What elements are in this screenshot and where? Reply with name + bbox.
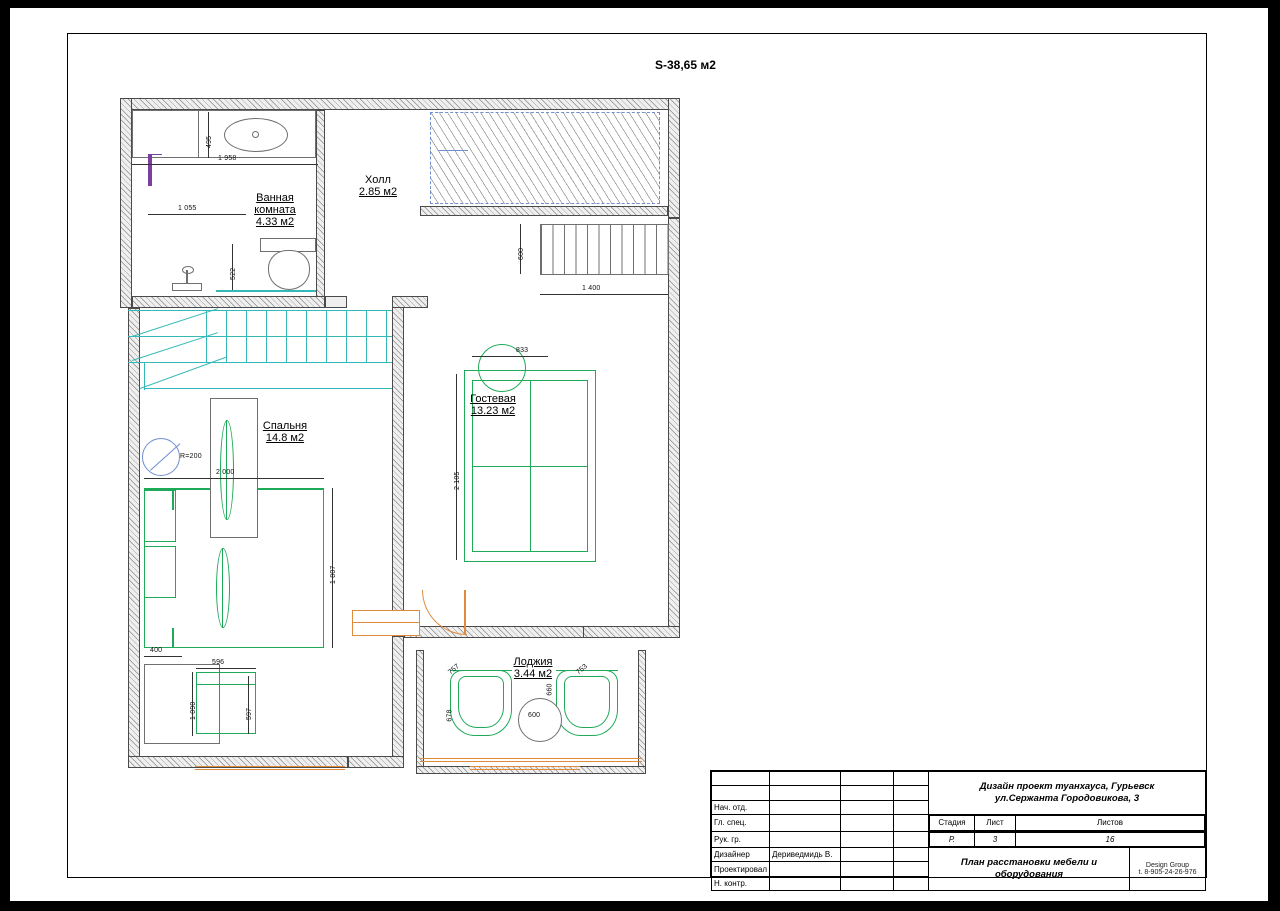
tb-date-1 bbox=[894, 786, 929, 800]
tb-date-6 bbox=[894, 862, 929, 876]
tb-sign-1 bbox=[841, 786, 894, 800]
loggia-threshold bbox=[352, 610, 420, 636]
drawing-title-cell bbox=[929, 848, 1130, 890]
tb-sign-7 bbox=[841, 876, 894, 890]
loggia-name: Лоджия bbox=[513, 656, 553, 668]
vanity-divider bbox=[198, 110, 199, 158]
wall-bath-bottom bbox=[132, 296, 325, 308]
wall-living-bottom bbox=[404, 626, 584, 638]
bathroom-door-line bbox=[148, 154, 162, 155]
tb-name-7 bbox=[770, 876, 841, 890]
dim-400: 400 bbox=[150, 647, 163, 654]
tb-sign-5 bbox=[841, 847, 894, 861]
hall-glazing bbox=[430, 112, 660, 204]
wall-center-vertical bbox=[392, 296, 404, 636]
drawing-sheet bbox=[10, 8, 1268, 901]
tb-name-6 bbox=[770, 862, 841, 876]
hall-glazing-arrow bbox=[438, 150, 468, 151]
tb-name-3 bbox=[770, 815, 841, 831]
toilet-bowl bbox=[268, 250, 310, 290]
tb-role-4: Рук. гр. bbox=[712, 831, 770, 847]
dim-833: 833 bbox=[516, 347, 529, 354]
tb-role-6: Проектировал bbox=[712, 862, 770, 876]
bath-fixture bbox=[172, 283, 202, 291]
loggia-railing-2 bbox=[420, 761, 642, 762]
total-area-title: S-38,65 м2 bbox=[655, 58, 716, 72]
dresser-divider bbox=[196, 684, 256, 685]
project-title-cell bbox=[929, 772, 1206, 815]
project-title-line2: ул.Сержанта Городовикова, 3 bbox=[994, 793, 1140, 805]
dimline-400 bbox=[144, 656, 182, 657]
sink-drain bbox=[252, 131, 259, 138]
drawing-info-cell bbox=[929, 847, 1206, 890]
loggia-area: 3.44 м2 bbox=[513, 668, 553, 680]
wall-right-upper bbox=[668, 98, 680, 218]
dim-1400: 1 400 bbox=[582, 285, 601, 292]
tb-date-0 bbox=[894, 772, 929, 786]
dimline-1958 bbox=[132, 164, 318, 165]
title-block-table bbox=[711, 771, 1206, 891]
wall-bedroom-right bbox=[392, 636, 404, 768]
room-label-hall bbox=[338, 174, 418, 198]
bed-area: 14.8 м2 bbox=[265, 432, 305, 444]
company-cell bbox=[1130, 848, 1206, 890]
company-name: Design Group bbox=[1145, 862, 1190, 870]
bed-pillow-right bbox=[144, 546, 176, 598]
dim-495: 495 bbox=[206, 135, 213, 148]
tb-date-5 bbox=[894, 847, 929, 861]
stage-header: Стадия bbox=[930, 816, 975, 830]
tb-sign-6 bbox=[841, 862, 894, 876]
dimline-1400 bbox=[540, 294, 668, 295]
sheet-value: 3 bbox=[975, 832, 1016, 846]
dimline-2000 bbox=[144, 478, 324, 479]
arc-r200 bbox=[142, 438, 180, 476]
dim-596: 596 bbox=[212, 659, 225, 666]
sheets-value: 16 bbox=[1016, 832, 1205, 846]
bath-area: 4.33 м2 bbox=[255, 216, 295, 228]
tb-name-5: Дериведмидь В. bbox=[770, 847, 841, 861]
wall-right-mid bbox=[668, 218, 680, 638]
stage-value: Р. bbox=[930, 832, 975, 846]
plant-stem bbox=[222, 548, 223, 628]
plant-leaf bbox=[216, 548, 230, 628]
stair-outline-bottom bbox=[540, 274, 668, 275]
wall-left-upper bbox=[120, 98, 132, 308]
bed-corner-1 bbox=[172, 490, 174, 510]
tb-role-1 bbox=[712, 786, 770, 800]
wall-center-jog bbox=[392, 296, 428, 308]
floor-plan bbox=[120, 98, 690, 788]
bed-name: Спальня bbox=[262, 420, 308, 432]
wall-loggia-left bbox=[416, 650, 424, 774]
bed-stair-row3 bbox=[144, 388, 392, 389]
bath-name-2: комната bbox=[254, 204, 296, 216]
dim-678: 678 bbox=[446, 709, 454, 722]
tb-sign-3 bbox=[841, 815, 894, 831]
dim-r200: R=200 bbox=[180, 453, 202, 460]
wall-top bbox=[120, 98, 680, 110]
tb-name-1 bbox=[770, 786, 841, 800]
tb-date-7 bbox=[894, 876, 929, 890]
sheet-header: Лист bbox=[975, 816, 1016, 830]
bed-stair-row2 bbox=[128, 362, 392, 363]
exterior-railing-left-2 bbox=[195, 769, 345, 770]
tb-sign-0 bbox=[841, 772, 894, 786]
project-title-line1: Дизайн проект туанхауса, Гурьевск bbox=[979, 781, 1155, 793]
tb-role-3: Гл. спец. bbox=[712, 815, 770, 831]
loggia-table bbox=[518, 698, 562, 742]
armchair-left-inner bbox=[458, 676, 504, 728]
dim-1807: 1 807 bbox=[330, 565, 337, 584]
dim-597: 597 bbox=[246, 707, 253, 720]
living-name: Гостевая bbox=[470, 393, 516, 405]
room-label-living bbox=[438, 393, 548, 417]
bed-stair-risers bbox=[206, 311, 392, 362]
tb-date-3 bbox=[894, 815, 929, 831]
stair-treads bbox=[541, 225, 668, 274]
tb-date-4 bbox=[894, 831, 929, 847]
dimline-833 bbox=[472, 356, 548, 357]
company-phone: t. 8-905-24-26-976 bbox=[1138, 869, 1197, 877]
dim-1090: 1 090 bbox=[190, 701, 197, 720]
wall-left-lower bbox=[128, 308, 140, 768]
tb-sign-2 bbox=[841, 800, 894, 814]
table-row bbox=[712, 847, 1206, 861]
dresser-top-green bbox=[196, 672, 256, 734]
bathroom-door bbox=[148, 154, 152, 186]
tb-role-0 bbox=[712, 772, 770, 786]
wall-hall-lower bbox=[420, 206, 668, 216]
tb-name-4 bbox=[770, 831, 841, 847]
hall-name: Холл bbox=[365, 174, 391, 186]
stage-header-cell bbox=[929, 815, 1206, 831]
bath-name-1: Ванная bbox=[256, 192, 294, 204]
dim-2000: 2 000 bbox=[216, 469, 235, 476]
dim-522: 522 bbox=[230, 267, 237, 280]
table-row bbox=[712, 831, 1206, 847]
tb-name-0 bbox=[770, 772, 841, 786]
tb-role-2: Нач. отд. bbox=[712, 800, 770, 814]
dimline-597 bbox=[248, 676, 249, 734]
dim-600b: 600 bbox=[528, 712, 541, 719]
title-block bbox=[710, 770, 1207, 888]
tb-sign-4 bbox=[841, 831, 894, 847]
stair-outline-right bbox=[668, 224, 669, 274]
bath-fixture-head bbox=[182, 266, 194, 274]
wall-right-lower bbox=[580, 626, 680, 638]
dim-2105: 2 105 bbox=[454, 471, 461, 490]
living-area: 13.23 м2 bbox=[470, 405, 516, 417]
loggia-threshold-line bbox=[352, 622, 420, 623]
bed-corner-2 bbox=[172, 628, 174, 648]
bath-floor-line bbox=[216, 290, 316, 292]
wall-loggia-bottom bbox=[416, 766, 646, 774]
wall-hall-bottom bbox=[325, 296, 347, 308]
hall-area: 2.85 м2 bbox=[358, 186, 398, 198]
dim-757: 757 bbox=[447, 662, 462, 677]
tb-date-2 bbox=[894, 800, 929, 814]
exterior-railing-right-2 bbox=[470, 769, 580, 770]
dim-1055: 1 055 bbox=[178, 205, 197, 212]
tb-role-5: Дизайнер bbox=[712, 847, 770, 861]
room-label-bath bbox=[220, 192, 330, 228]
wall-loggia-right bbox=[638, 650, 646, 774]
exterior-railing-left bbox=[195, 766, 345, 767]
loggia-railing bbox=[420, 758, 642, 759]
tv-cabinet bbox=[210, 398, 258, 538]
dim-1958: 1 958 bbox=[218, 155, 237, 162]
drawing-title-line2: оборудования bbox=[994, 869, 1064, 881]
dim-600: 600 bbox=[518, 247, 525, 260]
tb-role-7: Н. контр. bbox=[712, 876, 770, 890]
drawing-title-line1: План расстановки мебели и bbox=[960, 857, 1098, 869]
room-label-loggia bbox=[478, 656, 588, 680]
room-label-bedroom bbox=[230, 420, 340, 444]
exterior-railing-right bbox=[470, 766, 580, 767]
armchair-right-inner bbox=[564, 676, 610, 728]
sheets-header: Листов bbox=[1016, 816, 1205, 830]
table-row bbox=[712, 772, 1206, 786]
bed-stair-left-edge bbox=[144, 362, 145, 390]
dimline-596 bbox=[196, 668, 256, 669]
table-row bbox=[712, 815, 1206, 831]
stage-values-cell bbox=[929, 831, 1206, 847]
dim-660: 660 bbox=[546, 683, 554, 696]
tb-name-2 bbox=[770, 800, 841, 814]
wall-bottom-mid bbox=[348, 756, 404, 768]
dim-753: 753 bbox=[575, 662, 590, 677]
